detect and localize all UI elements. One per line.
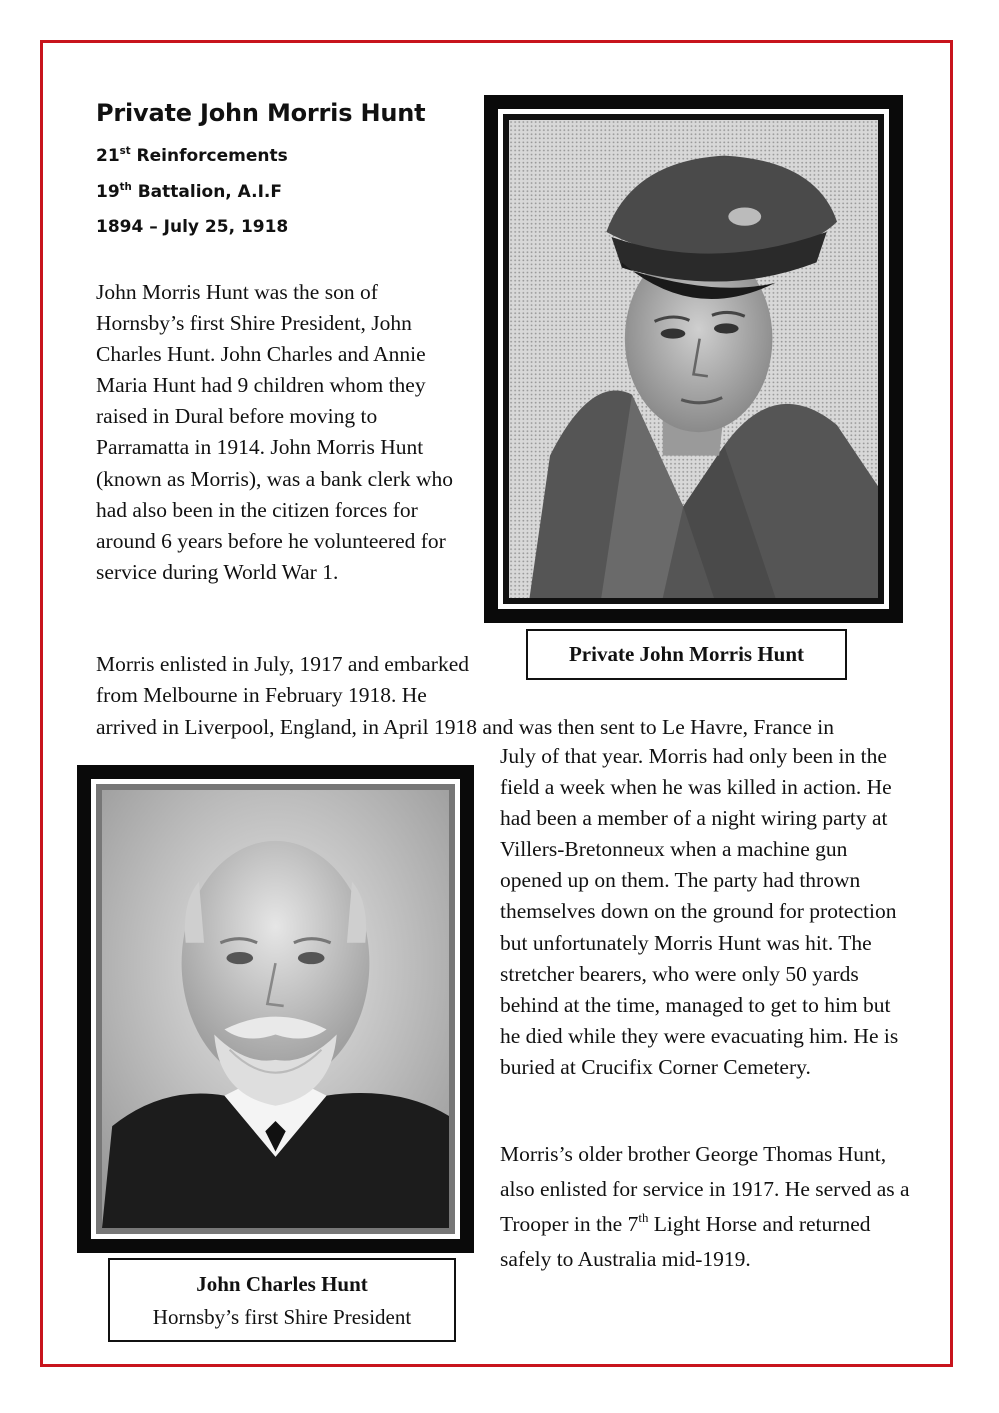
soldier-portrait-photo xyxy=(509,120,878,598)
reinforcements-line xyxy=(96,146,288,166)
father-caption-name: John Charles Hunt xyxy=(196,1272,368,1296)
soldier-portrait-caption: Private John Morris Hunt xyxy=(526,629,847,680)
reinforcements-label: Reinforcements xyxy=(130,146,288,166)
battalion-suffix: th xyxy=(119,181,132,193)
page-title: Private John Morris Hunt xyxy=(96,99,426,127)
battalion-line xyxy=(96,182,282,202)
paragraph-death: July of that year. Morris had only been in the field a week when he was killed in action. He had been a member of a night wiring party at Villers-Bretonneux when a machine gun opened up on them. The party had thrown themselves down on the ground for protection but unfortunately Morris Hunt was hit. The stretcher bearers, who were only 50 yards behind at the time, managed to get to him but he died while they were evacuating him. He is buried at Crucifix Corner Cemetery. xyxy=(500,744,899,1079)
paragraph-enlistment: Morris enlisted in July, 1917 and embarked from Melbourne in February 1918. He xyxy=(96,652,469,708)
father-caption-title: Hornsby’s first Shire President xyxy=(152,1305,412,1329)
brother-text-start: Morris’s older brother George Thomas Hunt, also enlisted for service in 1917. He served as a Trooper in the 7 xyxy=(500,1142,910,1236)
paragraph-family: John Morris Hunt was the son of Hornsby’s first Shire President, John Charles Hunt. John Charles and Annie Maria Hunt had 9 children whom they raised in Dural before moving to Parramatta in 1914. John Morris Hunt (known as Morris), was a bank clerk who had also been in the citizen forces for around 6 years before he volunteered for service during World War 1. xyxy=(96,280,454,584)
soldier-portrait-border xyxy=(503,114,884,604)
soldier-portrait-frame xyxy=(484,95,903,623)
battalion-label: Battalion, A.I.F xyxy=(131,182,283,202)
father-portrait-caption xyxy=(108,1258,456,1342)
battalion-number: 19 xyxy=(96,182,120,202)
father-portrait-border xyxy=(96,784,455,1234)
paragraph-brother xyxy=(500,1137,920,1277)
soldier-portrait-mat xyxy=(498,109,889,609)
brother-text-sup: th xyxy=(638,1210,649,1225)
father-portrait-photo xyxy=(102,790,449,1228)
father-portrait-frame xyxy=(77,765,474,1253)
life-dates: 1894 – July 25, 1918 xyxy=(96,217,289,237)
paragraph-enlistment-continued: arrived in Liverpool, England, in April 1918 and was then sent to Le Havre, France in xyxy=(96,715,834,739)
brother-text-end: Light Horse and returned safely to Australia mid-1919. xyxy=(500,1212,871,1271)
reinforcements-suffix: st xyxy=(119,145,131,157)
reinforcements-number: 21 xyxy=(96,146,120,166)
father-portrait-mat xyxy=(91,779,460,1239)
